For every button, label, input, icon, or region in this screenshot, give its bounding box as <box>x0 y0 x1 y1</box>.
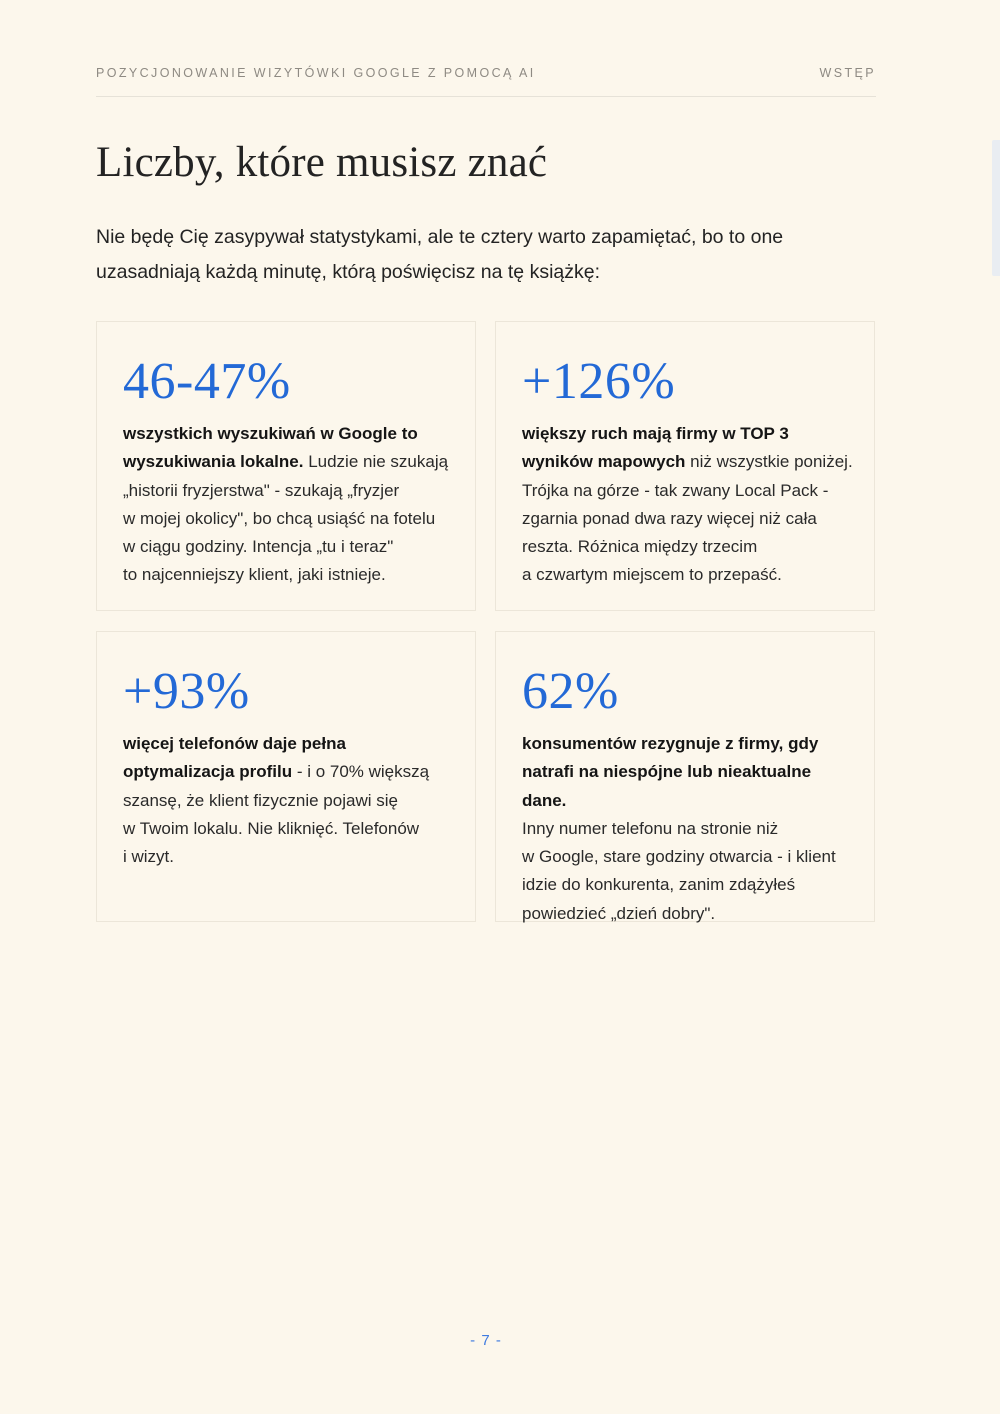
stat-description <box>123 420 459 590</box>
stat-highlight: natrafi na niespójne lub nieaktualne dane. <box>522 762 812 810</box>
stat-card <box>96 321 476 611</box>
stat-value: +126% <box>522 353 676 410</box>
stat-text: i wizyt. <box>123 847 174 867</box>
stat-description <box>522 420 858 590</box>
stat-highlight: więcej telefonów daje pełna <box>123 734 346 753</box>
stat-text: - i o 70% większą <box>292 762 430 782</box>
stat-description <box>123 730 459 871</box>
stat-card <box>96 631 476 922</box>
intro-paragraph <box>96 220 836 290</box>
chapter-name: WSTĘP <box>819 66 876 80</box>
stat-text: w Google, stare godziny otwarcia - i klient <box>522 847 836 867</box>
stat-text: reszta. Różnica między trzecim <box>522 537 758 557</box>
stat-card <box>495 631 875 922</box>
stat-value: 62% <box>522 663 619 720</box>
stat-value: 46-47% <box>123 353 291 410</box>
stat-text: „historii fryzjerstwa" - szukają „fryzjer <box>123 480 400 500</box>
stat-card <box>495 321 875 611</box>
stat-text: niż wszystkie poniżej. <box>685 452 853 472</box>
stat-text: szansę, że klient fizycznie pojawi się <box>123 790 398 810</box>
running-header <box>96 66 876 97</box>
scrollbar[interactable] <box>992 140 1000 276</box>
stat-highlight: wyników mapowych <box>522 452 686 472</box>
page-number: - 7 - <box>470 1332 502 1349</box>
stat-text: idzie do konkurenta, zanim zdążyłeś <box>522 875 796 895</box>
stat-text: Inny numer telefonu na stronie niż <box>522 818 779 838</box>
stat-text: w mojej okolicy", bo chcą usiąść na fotelu <box>123 508 436 528</box>
intro-line: Nie będę Cię zasypywał statystykami, ale te cztery warto zapamiętać, bo to one <box>96 226 784 248</box>
stat-text: Ludzie nie szukają <box>303 452 449 472</box>
intro-line: uzasadniają każdą minutę, którą poświęcisz na tę książkę: <box>96 261 601 283</box>
stat-text: zgarnia ponad dwa razy więcej niż cała <box>522 508 817 528</box>
stat-text: powiedzieć „dzień dobry". <box>522 903 716 923</box>
book-title: POZYCJONOWANIE WIZYTÓWKI GOOGLE Z POMOCĄ AI <box>96 66 536 80</box>
stat-text: Trójka na górze - tak zwany Local Pack - <box>522 480 829 500</box>
stat-value: +93% <box>123 663 250 720</box>
stat-highlight: optymalizacja profilu <box>123 762 293 782</box>
stat-highlight: wszystkich wyszukiwań w Google to <box>123 424 418 443</box>
stat-highlight: konsumentów rezygnuje z firmy, gdy <box>522 734 819 753</box>
page-title: Liczby, które musisz znać <box>96 139 548 186</box>
stat-text: a czwartym miejscem to przepaść. <box>522 565 782 585</box>
stat-description <box>522 730 858 928</box>
stat-text: w Twoim lokalu. Nie kliknięć. Telefonów <box>123 818 420 838</box>
stat-text: to najcenniejszy klient, jaki istnieje. <box>123 565 386 585</box>
stat-highlight: wyszukiwania lokalne. <box>123 452 304 472</box>
stat-highlight: większy ruch mają firmy w TOP 3 <box>522 424 789 443</box>
stat-text: w ciągu godziny. Intencja „tu i teraz" <box>123 537 394 557</box>
